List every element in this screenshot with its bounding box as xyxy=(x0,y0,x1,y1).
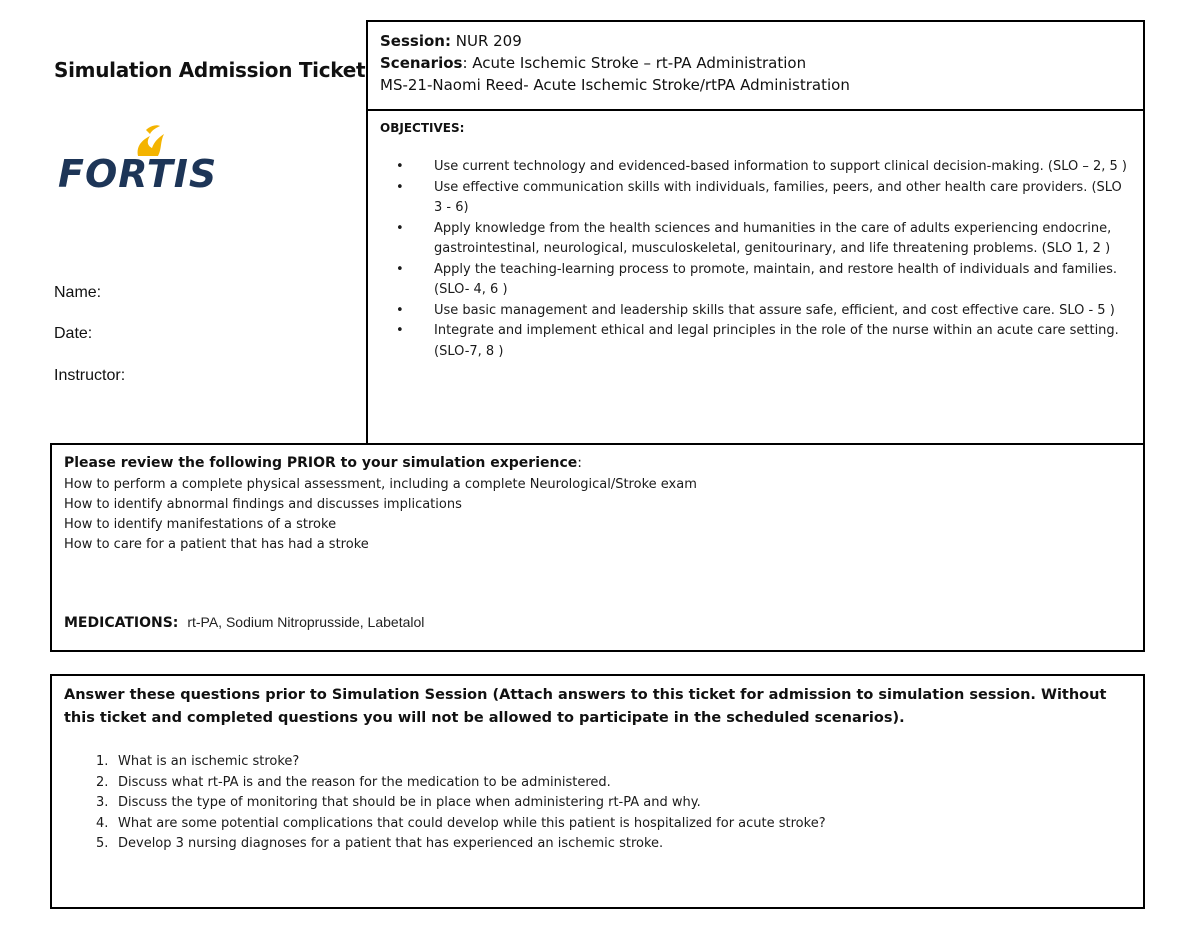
objectives-heading: OBJECTIVES: xyxy=(380,121,465,135)
review-item: How to care for a patient that has had a stroke xyxy=(64,537,369,552)
medications-label: MEDICATIONS: xyxy=(64,615,179,631)
instructor-label: Instructor: xyxy=(54,367,126,384)
bullet-icon: • xyxy=(396,261,404,277)
objective-item: • Apply knowledge from the health sciences and humanities in the care of adults experiencing endocrine, gastrointestinal, neurological, musculoskeletal, genitourinary, and life threatening problems. (SLO 1, 2 ) xyxy=(396,220,1112,256)
session-panel xyxy=(366,20,1145,111)
case-line: MS-21-Naomi Reed- Acute Ischemic Stroke/rtPA Administration xyxy=(380,76,850,94)
questions-panel xyxy=(50,674,1145,909)
questions-list xyxy=(64,752,1124,855)
column-divider xyxy=(366,20,368,445)
session-value: NUR 209 xyxy=(455,32,522,50)
objective-item: • Use current technology and evidenced-based information to support clinical decision-making. (SLO – 2, 5 ) xyxy=(380,157,1130,178)
logo-wordmark: FORTIS xyxy=(58,152,218,196)
objective-item: • Integrate and implement ethical and legal principles in the role of the nurse within an acute care setting. (SLO-7, 8 ) xyxy=(396,323,1119,359)
question-item: 5. Develop 3 nursing diagnoses for a patient that has experienced an ischemic stroke. xyxy=(96,836,664,851)
question-item: 4. What are some potential complications that could develop while this patient is hospitalized for acute stroke? xyxy=(96,815,826,831)
objectives-panel xyxy=(366,109,1145,445)
date-label: Date: xyxy=(54,325,93,342)
bullet-icon: • xyxy=(396,220,404,236)
bullet-icon: • xyxy=(396,302,404,318)
review-heading: Please review the following PRIOR to your simulation experience: xyxy=(64,455,582,471)
question-item: 2. Discuss what rt-PA is and the reason for the medication to be administered. xyxy=(96,774,611,790)
review-item: How to identify abnormal findings and discusses implications xyxy=(64,497,462,512)
medications-line xyxy=(64,614,424,631)
objective-item: • Use basic management and leadership skills that assure safe, efficient, and cost effective care. SLO - 5 ) xyxy=(380,301,1130,322)
question-item: 1. What is an ischemic stroke? xyxy=(96,754,300,769)
review-item: How to identify manifestations of a stroke xyxy=(64,517,337,532)
scenarios-value: : Acute Ischemic Stroke – rt-PA Administration xyxy=(462,54,807,72)
review-panel xyxy=(50,443,1145,652)
fortis-logo xyxy=(58,124,218,196)
session-label: Session: xyxy=(380,32,451,50)
bullet-icon: • xyxy=(396,323,404,338)
scenarios-line xyxy=(380,54,806,72)
session-line xyxy=(380,32,522,50)
objective-item: • Apply the teaching-learning process to promote, maintain, and restore health of individuals and families. (SLO- 4, 6 ) xyxy=(396,261,1118,297)
objectives-list xyxy=(380,157,1130,362)
bullet-icon: • xyxy=(396,159,404,174)
scenarios-label: Scenarios xyxy=(380,54,463,72)
question-item: 3. Discuss the type of monitoring that should be in place when administering rt-PA and why. xyxy=(96,795,701,810)
bullet-icon: • xyxy=(396,179,404,195)
review-item: How to perform a complete physical assessment, including a complete Neurological/Stroke exam xyxy=(64,477,697,492)
questions-heading: Answer these questions prior to Simulation Session (Attach answers to this ticket for admission to simulation session. Without this ticket and completed questions you will not be allowed to participate in the scheduled scenarios). xyxy=(64,687,1107,726)
medications-value: rt-PA, Sodium Nitroprusside, Labetalol xyxy=(187,614,425,630)
name-label: Name: xyxy=(54,284,102,301)
objective-item: • Use effective communication skills with individuals, families, peers, and other health care providers. (SLO 3 - 6) xyxy=(396,179,1122,215)
page-title: Simulation Admission Ticket xyxy=(54,58,366,82)
